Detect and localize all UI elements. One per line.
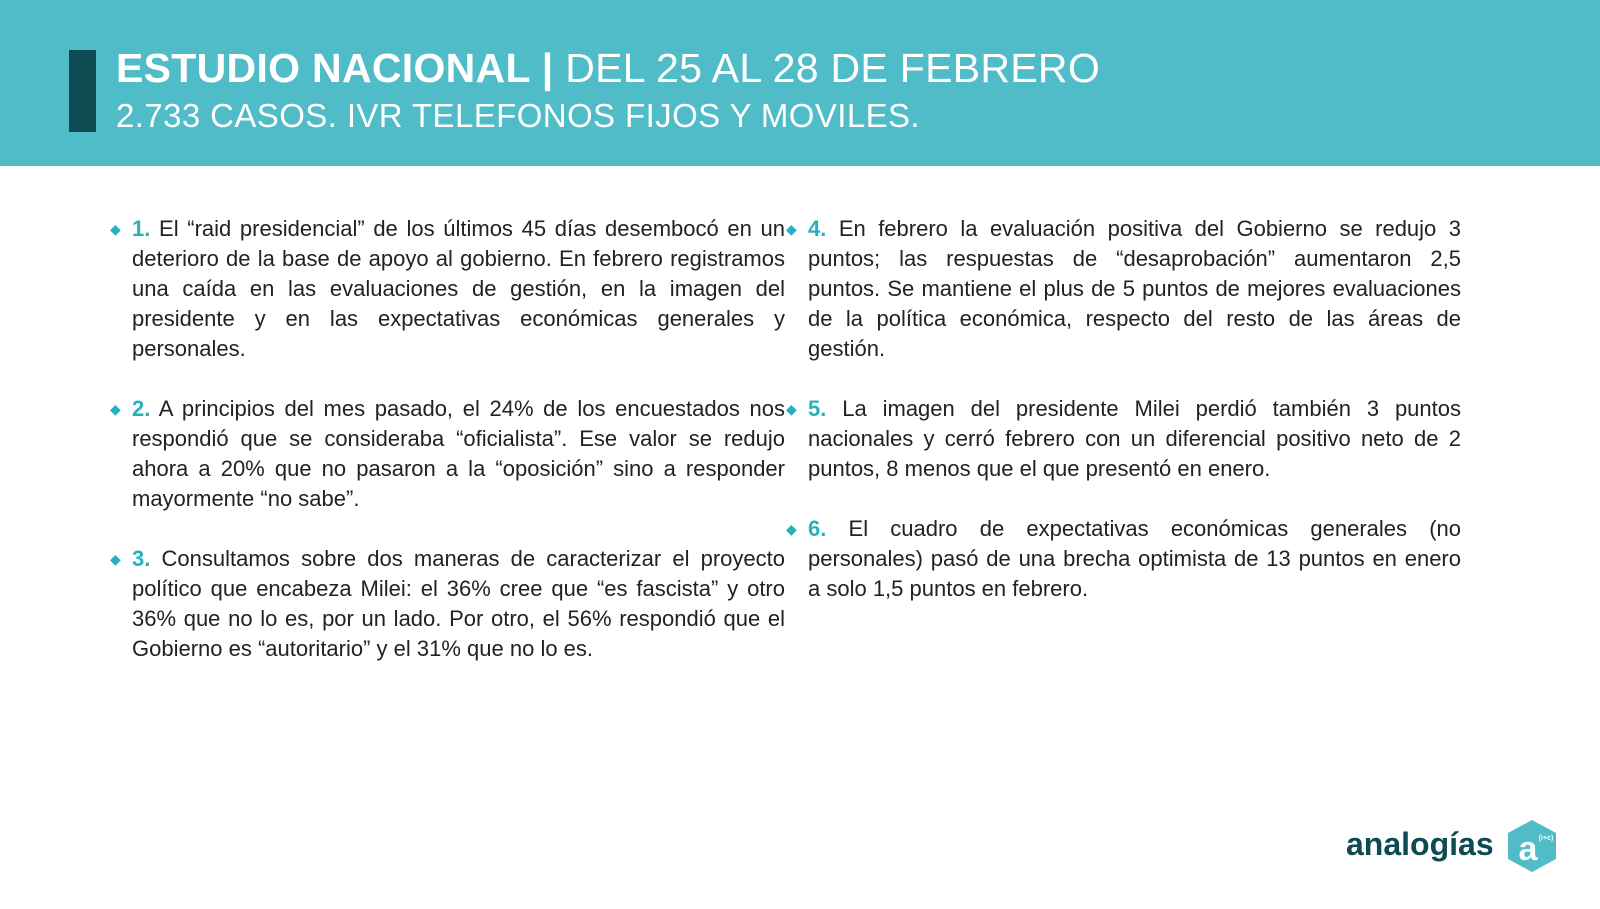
bullet-icon: ◆ [786,401,797,417]
finding-number: 6. [808,516,827,541]
finding-item-4 [786,214,1461,364]
bullet-icon: ◆ [110,401,121,417]
logo-hexagon-icon [1504,818,1560,874]
header-banner [0,0,1600,166]
finding-item-3 [110,544,785,664]
finding-text: El cuadro de expectativas económicas generales (no personales) pasó de una brecha optimista de 13 puntos en enero a solo 1,5 puntos en febrero. [808,516,1461,601]
bullet-icon: ◆ [110,221,121,237]
finding-item-2 [110,394,785,514]
finding-item-1 [110,214,785,364]
finding-item-5 [786,394,1461,484]
logo-mark-superscript: (i+c) [1538,835,1554,842]
findings-column-right [786,214,1461,634]
finding-item-6 [786,514,1461,604]
logo-wordmark: analogías [1346,826,1494,862]
brand-logo [1346,818,1560,874]
finding-number: 2. [132,396,151,421]
page-title [116,44,1100,92]
finding-text: La imagen del presidente Milei perdió también 3 puntos nacionales y cerró febrero con un diferencial positivo neto de 2 puntos, 8 menos que el que presentó en enero. [808,396,1461,481]
bullet-icon: ◆ [110,551,121,567]
header-accent-bar [69,50,96,132]
finding-number: 4. [808,216,827,241]
bullet-icon: ◆ [786,521,797,537]
findings-column-left [110,214,785,694]
page-subtitle: 2.733 CASOS. IVR TELEFONOS FIJOS Y MOVILES. [116,97,920,134]
finding-number: 3. [132,546,151,571]
title-dates: DEL 25 AL 28 DE FEBRERO [565,45,1101,91]
finding-number: 5. [808,396,827,421]
logo-mark-letter: a [1518,830,1538,868]
bullet-icon: ◆ [786,221,797,237]
finding-text: En febrero la evaluación positiva del Gobierno se redujo 3 puntos; las respuestas de “desaprobación” aumentaron 2,5 puntos. Se mantiene el plus de 5 puntos de mejores evaluaciones de la política económica, respecto del resto de las áreas de gestión. [808,216,1461,361]
finding-text: El “raid presidencial” de los últimos 45 días desembocó en un deterioro de la base de apoyo al gobierno. En febrero registramos una caída en las evaluaciones de gestión, en la imagen del presidente y en las expectativas económicas generales y personales. [132,216,785,361]
finding-text: A principios del mes pasado, el 24% de los encuestados nos respondió que se consideraba “oficialista”. Ese valor se redujo ahora a 20% que no pasaron a la “oposición” sino a responder mayormente “no sabe”. [132,396,785,511]
title-separator: | [530,45,566,91]
title-main: ESTUDIO NACIONAL [116,45,531,91]
finding-number: 1. [132,216,151,241]
finding-text: Consultamos sobre dos maneras de caracterizar el proyecto político que encabeza Milei: el 36% cree que “es fascista” y otro 36% que no lo es, por un lado. Por otro, el 56% respondió que el Gobierno es “autoritario” y el 31% que no lo es. [132,546,785,661]
